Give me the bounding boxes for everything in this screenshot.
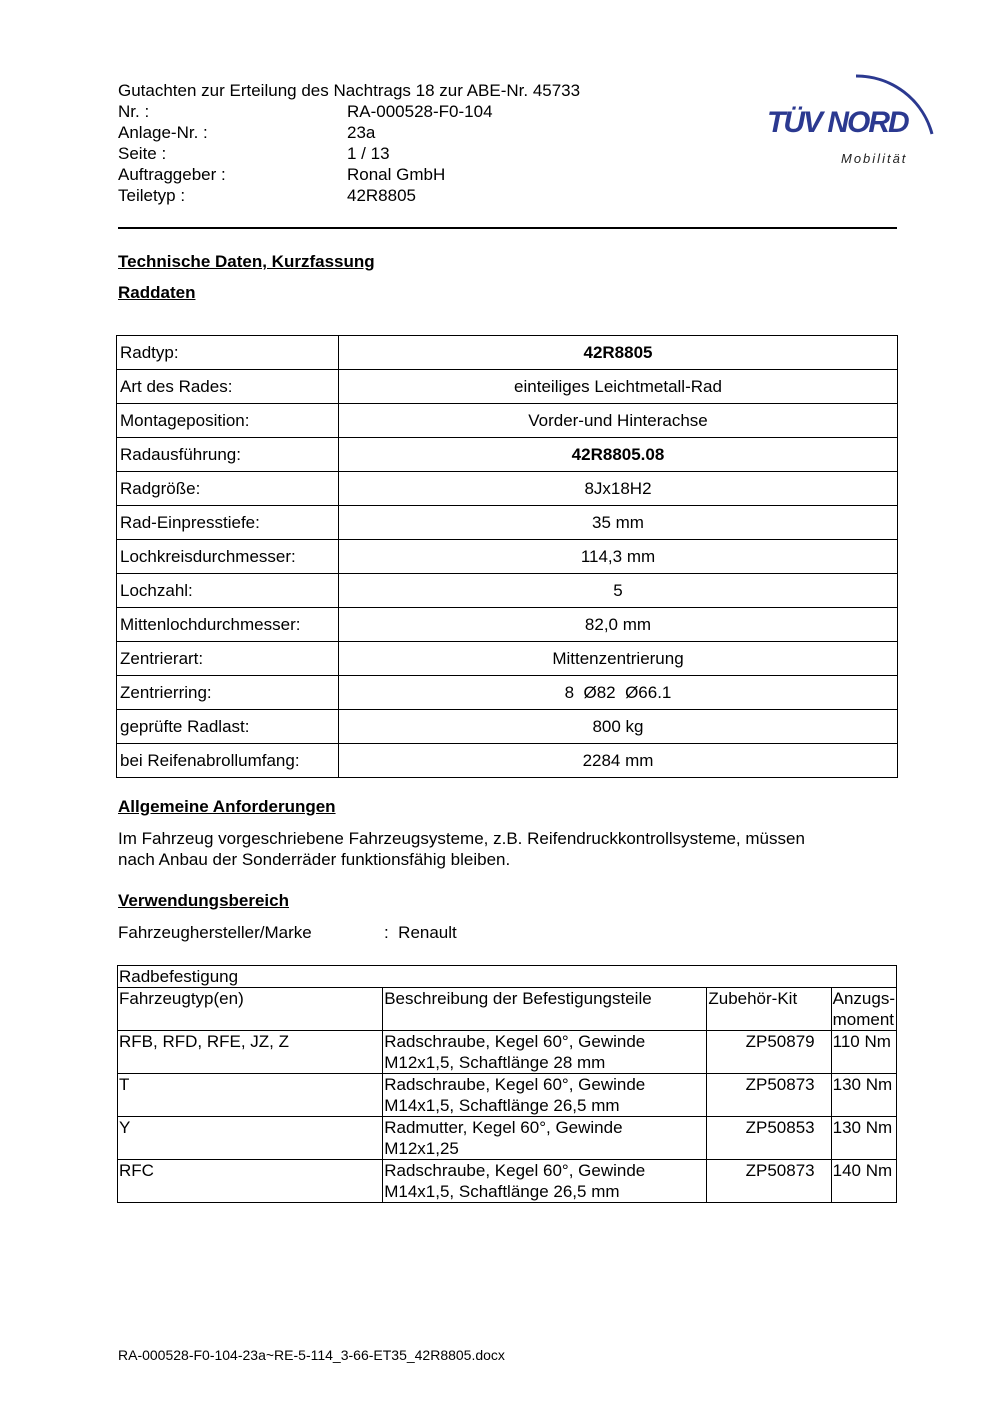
fixing-caption: Radbefestigung — [118, 966, 897, 988]
accessory-kit: ZP50879 — [707, 1031, 831, 1074]
table-row — [117, 540, 898, 574]
header-value: 23a — [347, 123, 376, 142]
row-label: geprüfte Radlast: — [117, 710, 339, 744]
row-value: 35 mm — [339, 506, 898, 540]
vehicle-types: RFB, RFD, RFE, JZ, Z — [118, 1031, 383, 1074]
allgemeine-paragraph — [118, 828, 898, 870]
header-divider — [118, 227, 897, 229]
row-value: 82,0 mm — [339, 608, 898, 642]
column-header: Fahrzeugtyp(en) — [118, 988, 383, 1031]
row-label: Zentrierart: — [117, 642, 339, 676]
row-label: Radausführung: — [117, 438, 339, 472]
header-row-teiletyp — [118, 185, 678, 206]
torque: 110 Nm — [831, 1031, 896, 1074]
row-label: Lochzahl: — [117, 574, 339, 608]
header-line: Anzugs- — [832, 989, 895, 1008]
table-row — [118, 1160, 897, 1203]
row-label: Rad-Einpresstiefe: — [117, 506, 339, 540]
desc-line: Radschraube, Kegel 60°, Gewinde — [384, 1161, 646, 1180]
desc-line: Radschraube, Kegel 60°, Gewinde — [384, 1075, 646, 1094]
column-header-torque — [831, 988, 896, 1031]
desc-line: M14x1,5, Schaftlänge 26,5 mm — [384, 1182, 620, 1201]
column-header: Beschreibung der Befestigungsteile — [383, 988, 707, 1031]
maker-value: : Renault — [384, 923, 457, 942]
desc-line: M12x1,5, Schaftlänge 28 mm — [384, 1053, 606, 1072]
tuv-nord-logo — [764, 56, 944, 172]
table-header-row — [118, 988, 897, 1031]
table-row — [117, 676, 898, 710]
header-label: Auftraggeber : — [118, 165, 226, 184]
table-row — [117, 438, 898, 472]
header-value: Ronal GmbH — [347, 165, 446, 184]
desc-line: Radschraube, Kegel 60°, Gewinde — [384, 1032, 646, 1051]
table-row — [117, 506, 898, 540]
vehicle-types: T — [118, 1074, 383, 1117]
paragraph-line: nach Anbau der Sonderräder funktionsfähig bleiben. — [118, 850, 511, 869]
row-value: 42R8805 — [339, 336, 898, 370]
desc-line: Radmutter, Kegel 60°, Gewinde — [384, 1118, 623, 1137]
table-row — [117, 710, 898, 744]
row-value: 8 Ø82 Ø66.1 — [339, 676, 898, 710]
header-row-seite — [118, 143, 678, 164]
row-label: Mittenlochdurchmesser: — [117, 608, 339, 642]
row-value: 5 — [339, 574, 898, 608]
header-value: 42R8805 — [347, 186, 417, 205]
row-label: Zentrierring: — [117, 676, 339, 710]
header-line: moment — [832, 1010, 895, 1029]
wheel-data-table — [116, 335, 898, 778]
fixing-description — [383, 1031, 707, 1074]
table-row — [118, 1074, 897, 1117]
table-row — [118, 1117, 897, 1160]
accessory-kit: ZP50853 — [707, 1117, 831, 1160]
torque: 130 Nm — [831, 1074, 896, 1117]
fixing-table — [117, 965, 897, 1203]
header-row-nr — [118, 101, 678, 122]
row-value: Vorder-und Hinterachse — [339, 404, 898, 438]
torque: 140 Nm — [831, 1160, 896, 1203]
row-value: Mittenzentrierung — [339, 642, 898, 676]
row-label: Radtyp: — [117, 336, 339, 370]
fixing-description — [383, 1117, 707, 1160]
maker-label: Fahrzeughersteller/Marke — [118, 923, 312, 942]
table-row — [117, 336, 898, 370]
header-row-anlage — [118, 122, 678, 143]
row-value: 8Jx18H2 — [339, 472, 898, 506]
maker-row — [118, 923, 457, 943]
logo-brand: TÜV NORD — [767, 106, 908, 139]
logo-subtitle: Mobilität — [841, 151, 908, 166]
section-title-technische: Technische Daten, Kurzfassung — [118, 252, 375, 271]
header-title: Gutachten zur Erteilung des Nachtrags 18 zur ABE-Nr. 45733 — [118, 81, 581, 100]
accessory-kit: ZP50873 — [707, 1160, 831, 1203]
fixing-description — [383, 1074, 707, 1117]
vehicle-types: RFC — [118, 1160, 383, 1203]
header-label: Anlage-Nr. : — [118, 123, 208, 142]
row-value: 114,3 mm — [339, 540, 898, 574]
row-label: Montageposition: — [117, 404, 339, 438]
table-row — [117, 608, 898, 642]
column-header: Zubehör-Kit — [707, 988, 831, 1031]
table-row — [118, 1031, 897, 1074]
section-title-allgemeine: Allgemeine Anforderungen — [118, 797, 336, 816]
header-value: 1 / 13 — [347, 144, 390, 163]
table-row — [117, 404, 898, 438]
table-row — [117, 370, 898, 404]
document-header — [118, 80, 678, 206]
row-value: 2284 mm — [339, 744, 898, 778]
section-title-raddaten: Raddaten — [118, 283, 196, 302]
paragraph-line: Im Fahrzeug vorgeschriebene Fahrzeugsysteme, z.B. Reifendruckkontrollsysteme, müssen — [118, 829, 805, 848]
table-row — [117, 472, 898, 506]
row-label: Lochkreisdurchmesser: — [117, 540, 339, 574]
table-caption-row — [118, 966, 897, 988]
header-label: Nr. : — [118, 102, 150, 121]
row-label: Art des Rades: — [117, 370, 339, 404]
table-row — [117, 574, 898, 608]
table-row — [117, 642, 898, 676]
header-label: Seite : — [118, 144, 167, 163]
header-label: Teiletyp : — [118, 186, 186, 205]
table-row — [117, 744, 898, 778]
section-title-verwendung: Verwendungsbereich — [118, 891, 289, 910]
row-value: 42R8805.08 — [339, 438, 898, 472]
desc-line: M12x1,25 — [384, 1139, 459, 1158]
row-label: Radgröße: — [117, 472, 339, 506]
footer-filename: RA-000528-F0-104-23a~RE-5-114_3-66-ET35_42R8805.docx — [118, 1347, 505, 1363]
torque: 130 Nm — [831, 1117, 896, 1160]
header-value: RA-000528-F0-104 — [347, 102, 493, 121]
fixing-description — [383, 1160, 707, 1203]
row-label: bei Reifenabrollumfang: — [117, 744, 339, 778]
row-value: 800 kg — [339, 710, 898, 744]
accessory-kit: ZP50873 — [707, 1074, 831, 1117]
row-value: einteiliges Leichtmetall-Rad — [339, 370, 898, 404]
desc-line: M14x1,5, Schaftlänge 26,5 mm — [384, 1096, 620, 1115]
header-row-auftraggeber — [118, 164, 678, 185]
vehicle-types: Y — [118, 1117, 383, 1160]
